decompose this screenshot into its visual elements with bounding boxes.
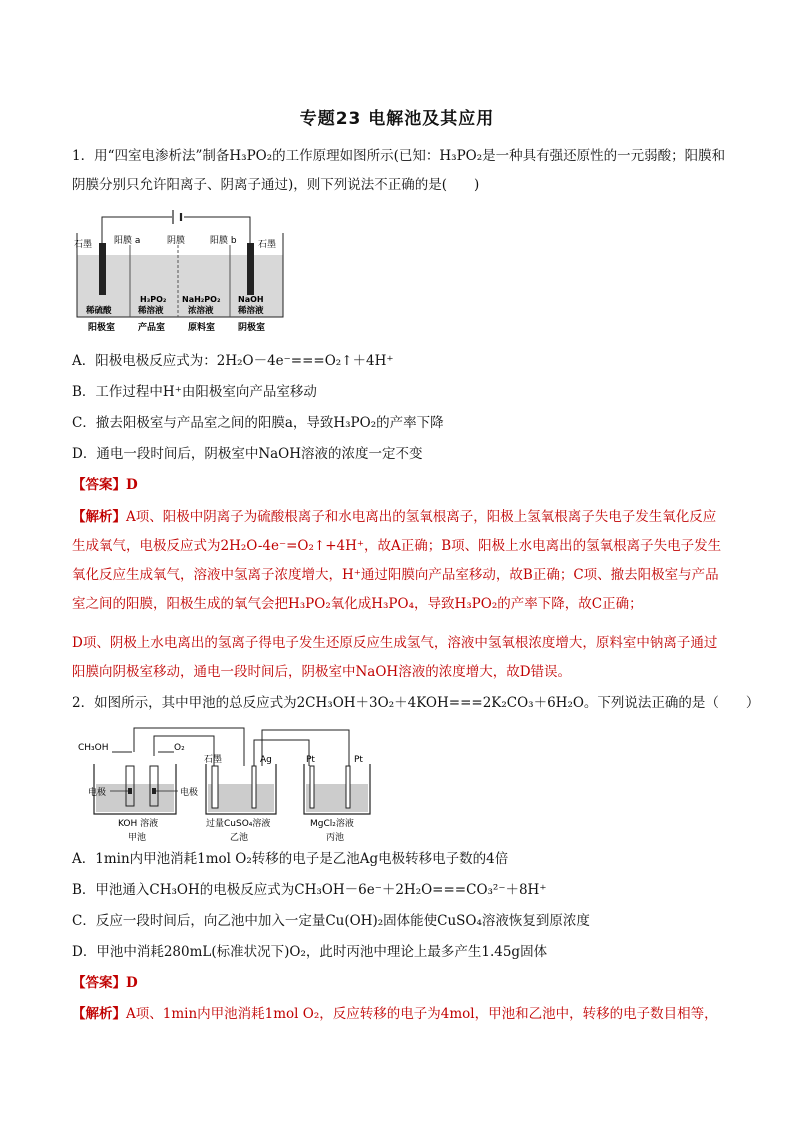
fig1-room2: 产品室	[138, 323, 166, 333]
q2-analysis	[72, 1003, 718, 1025]
fig1-graphite-right: 石墨	[258, 240, 277, 250]
q2-analysis-label: 【解析】	[72, 1006, 126, 1022]
fig1-sol2: 稀溶液	[138, 306, 164, 316]
page-title: 专题23 电解池及其应用	[299, 109, 495, 129]
q2-answer: 【答案】D	[72, 975, 138, 991]
fig1-anion-membrane: 阴膜	[167, 236, 186, 246]
q1-option-d: D．通电一段时间后，阴极室中NaOH溶液的浓度一定不变	[72, 446, 423, 462]
fig2-cell-jia: 甲池	[128, 833, 147, 843]
fig2-cell-yi: 乙池	[230, 833, 249, 843]
fig1-membrane-a: 阳膜 a	[114, 236, 141, 246]
q1-option-b: B．工作过程中H⁺由阳极室向产品室移动	[72, 384, 317, 400]
q2-option-a: A．1min内甲池消耗1mol O₂转移的电子是乙池Ag电极转移电子数的4倍	[72, 851, 509, 867]
q2-option-b: B．甲池通入CH₃OH的电极反应式为CH₃OH－6e⁻＋2H₂O===CO₃²⁻＋8H⁺	[72, 882, 547, 898]
fig2-cell-bing: 丙池	[326, 833, 345, 843]
q2-analysis-text: A项、1min内甲池消耗1mol O₂，反应转移的电子为4mol，甲池和乙池中，转移的电子数目相等，	[126, 1006, 718, 1022]
fig2-sol-bing: MgCl₂溶液	[310, 819, 354, 829]
fig1-room3: 原料室	[188, 323, 216, 333]
fig2-electrode-left: 电极	[88, 788, 107, 798]
fig2-ch3oh: CH₃OH	[78, 743, 109, 753]
fig1-room4: 阴极室	[238, 323, 266, 333]
fig2-electrode-right: 电极	[180, 788, 199, 798]
fig1-sol4-formula: NaOH	[238, 295, 264, 304]
q1-analysis-d: D项、阴极上水电离出的氢离子得电子发生还原反应生成氢气，溶液中氢氧根浓度增大，原料室中钠离子通过阳膜向阴极室移动，通电一段时间后，阴极室中NaOH溶液的浓度增大，故D错误。	[72, 635, 718, 680]
fig2-o2: O₂	[174, 743, 185, 753]
q1-analysis-text: A项、阳极中阴离子为硫酸根离子和水电离出的氢氧根离子，阳极上氢氧根离子失电子发生氧化反应生成氧气，电极反应式为2H₂O-4e⁻=O₂↑+4H⁺，故A正确；B项、阳极上水电离出的氢氧根离子失电子发生氧化反应生成氧气，溶液中氢离子浓度增大，H⁺通过阳膜向产品室移动，故B正确；C项、撤去阳极室与产品室之间的阳膜，阳极生成的氧气会把H₃PO₂氧化成H₃PO₄，导致H₃PO₂的产率下降，故C正确；	[72, 509, 722, 612]
q2-stem: 2．如图所示，其中甲池的总反应式为2CH₃OH＋3O₂＋4KOH===2K₂CO₃＋6H₂O。下列说法正确的是（ ）	[72, 695, 760, 711]
q1-analysis	[72, 503, 726, 619]
fig1-sol4: 稀溶液	[238, 306, 264, 316]
fig2-pt1: Pt	[306, 755, 315, 765]
fig2-graphite: 石墨	[204, 755, 223, 765]
q2-option-d: D．甲池中消耗280mL(标准状况下)O₂，此时丙池中理论上最多产生1.45g固体	[72, 944, 548, 960]
fig2-pt2: Pt	[354, 755, 363, 765]
fig1-graphite-left: 石墨	[74, 240, 93, 250]
fig1-sol3-formula: NaH₂PO₂	[182, 295, 221, 304]
q1-stem: 1．用“四室电渗析法”制备H₃PO₂的工作原理如图所示(已知：H₃PO₂是一种具有强还原性的一元弱酸；阳膜和阴膜分别只允许阳离子、阴离子通过)，则下列说法不正确的是( )	[72, 148, 726, 193]
q1-analysis-label: 【解析】	[72, 509, 126, 525]
fig2-sol-jia: KOH 溶液	[118, 819, 159, 829]
q1-figure	[72, 205, 292, 335]
q1-option-c: C．撤去阳极室与产品室之间的阳膜a，导致H₃PO₂的产率下降	[72, 415, 444, 431]
q2-option-c: C．反应一段时间后，向乙池中加入一定量Cu(OH)₂固体能使CuSO₄溶液恢复到原浓度	[72, 913, 590, 929]
fig1-room1: 阳极室	[88, 323, 116, 333]
fig1-sol1: 稀硫酸	[86, 306, 112, 316]
fig1-sol2-formula: H₃PO₂	[140, 295, 167, 304]
fig1-membrane-b: 阳膜 b	[210, 236, 237, 246]
fig2-ag: Ag	[260, 755, 272, 765]
q1-answer: 【答案】D	[72, 477, 138, 493]
q2-figure	[74, 722, 374, 844]
fig1-sol3: 浓溶液	[188, 306, 214, 316]
fig2-sol-yi: 过量CuSO₄溶液	[206, 819, 271, 829]
q1-option-a: A．阳极电极反应式为：2H₂O－4e⁻===O₂↑＋4H⁺	[72, 353, 394, 369]
